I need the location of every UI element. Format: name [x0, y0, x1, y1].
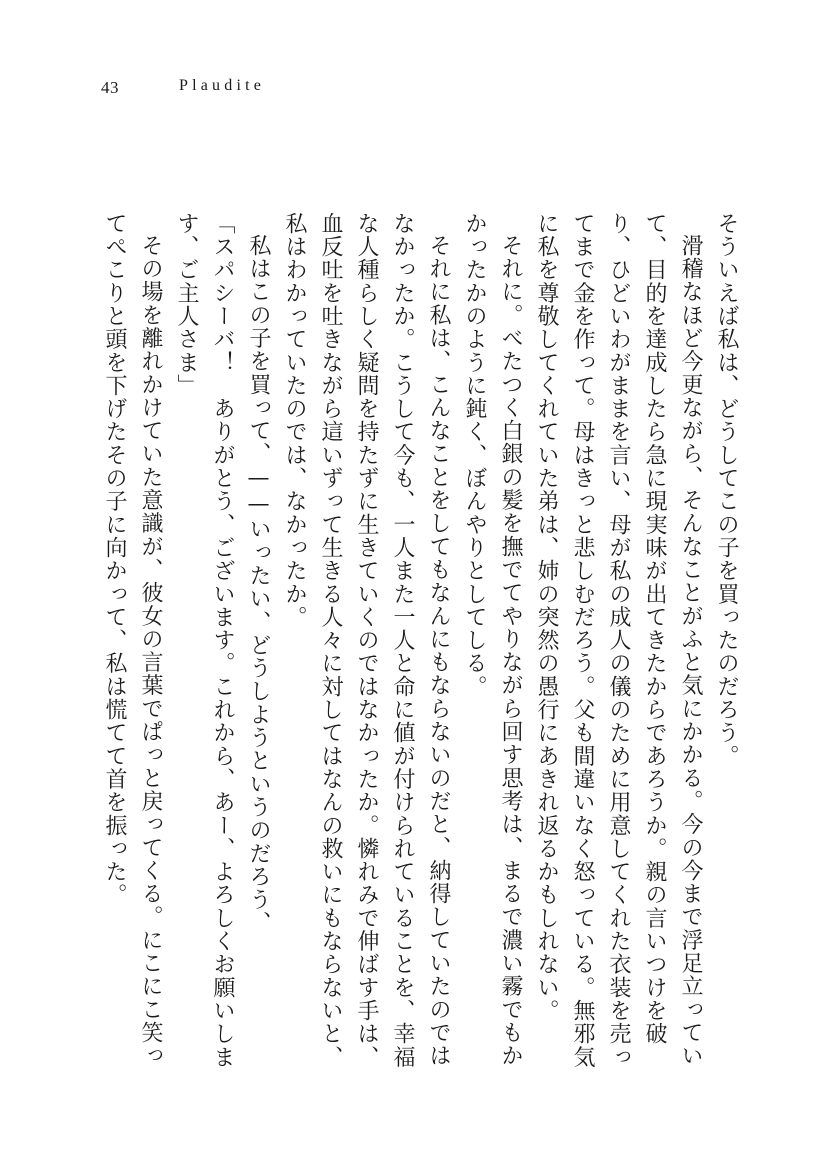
dialogue-line: 「スパシーバ！ ありがとう、ございます。これから、あー、よろしくお願いします、ご主人さま」 — [174, 212, 235, 1069]
paragraph: その場を離れかけていた意識が、彼女の言葉でぱっと戻ってくる。にこにこ笑ってぺこりと頭を下げたその子に向かって、私は慌てて首を振った。 — [102, 212, 163, 1068]
body-text — [96, 212, 744, 1088]
paragraph: それに。べたつく白銀の髪を撫でてやりながら回す思考は、まるで濃い霧でもかかったかのように鈍く、ぼんやりとしてしる。 — [462, 212, 523, 1068]
paragraph: 滑稽なほど今更ながら、そんなことがふと気にかかる。今の今まで浮足立っていて、目的を達成したら急に現実味が出てきたからであろうか。親の言いつけを破り、ひどいわがままを言い、母が私の成人の儀のために用意してくれた衣装を売ってまで金を作って。母はきっと悲しむだろう。父も間違いなく怒っている。無邪気に私を尊敬してくれていた弟は、姉の突然の愚行にあきれ返るかもしれない。 — [534, 212, 703, 1069]
paragraph: 私はこの子を買って、——いったい、どうしようというのだろう、 — [246, 234, 271, 935]
running-title: Plaudite — [179, 77, 266, 94]
paragraph: そういえば私は、どうしてこの子を買ったのだろう。 — [714, 212, 739, 768]
page-number: 43 — [101, 78, 119, 97]
paragraph: それに私は、こんなことをしてもなんにもならないのだと、納得していたのではなかったか。こうして今も、一人また一人と命に値が付けられていることを、幸福な人種らしく疑問を持たずに生きていくのではなかったか。憐れみで伸ばす手は、血反吐を吐きながら這いずって生きる人々に対してはなんの救いにもならないと、私はわかっていたのでは、なかったか。 — [282, 212, 451, 1069]
